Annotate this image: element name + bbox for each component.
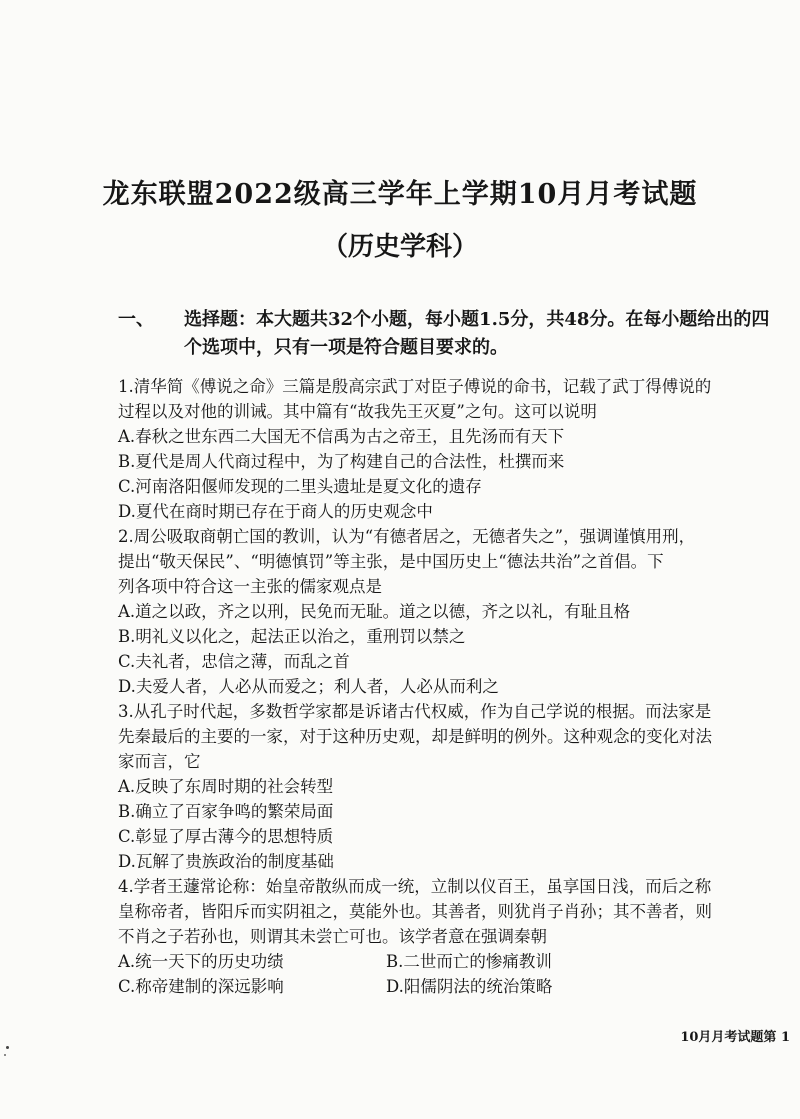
- section-number: 一、: [118, 309, 154, 330]
- question-stem-line: 提出“敬天保民”、“明德慎罚”等主张，是中国历史上“德法共治”之首倡。下: [118, 552, 664, 571]
- section-heading: [118, 306, 798, 362]
- option-a: A.春秋之世东西二大国无不信禹为古之帝王，且先汤而有天下: [118, 427, 565, 446]
- question-2: [118, 524, 790, 699]
- option-a: A.反映了东周时期的社会转型: [118, 777, 334, 796]
- option-c: C.彰显了厚古薄今的思想特质: [118, 827, 334, 846]
- question-stem-line: 3.从孔子时代起，多数哲学家都是诉诸古代权威，作为自己学说的根据。而法家是: [118, 702, 712, 721]
- option-c: C.称帝建制的深远影响: [118, 977, 284, 996]
- question-stem-line: 2.周公吸取商朝亡国的教训，认为“有德者居之，无德者失之”，强调谨慎用刑，: [118, 527, 696, 546]
- option-c: C.夫礼者，忠信之薄，而乱之首: [118, 652, 350, 671]
- question-stem-line: 1.清华简《傅说之命》三篇是殷高宗武丁对臣子傅说的命书，记载了武丁得傅说的: [118, 377, 712, 396]
- scan-speck: [4, 1054, 6, 1056]
- question-stem-line: 皇称帝者，皆阳斥而实阴祖之，莫能外也。其善者，则犹肖子肖孙；其不善者，则: [118, 902, 712, 921]
- option-a: A.统一天下的历史功绩: [118, 952, 284, 971]
- option-a: A.道之以政，齐之以刑，民免而无耻。道之以德，齐之以礼，有耻且格: [118, 602, 631, 621]
- scan-speck: [6, 1046, 9, 1049]
- option-d: D.瓦解了贵族政治的制度基础: [118, 852, 334, 871]
- page-footer: 10月月考试题第 1: [680, 1030, 790, 1045]
- exam-subject: （历史学科）: [321, 232, 478, 262]
- question-list: [118, 374, 790, 999]
- option-row: [118, 949, 790, 974]
- option-d: D.夫爱人者，人必从而爱之；利人者，人必从而利之: [118, 677, 499, 696]
- question-stem-line: 不肖之子若孙也，则谓其未尝亡可也。该学者意在强调秦朝: [118, 927, 547, 946]
- option-d: D.夏代在商时期已存在于商人的历史观念中: [118, 502, 433, 521]
- question-1: [118, 374, 790, 524]
- question-stem-line: 过程以及对他的训诫。其中篇有“故我先王灭夏”之句。这可以说明: [118, 402, 597, 421]
- option-b: B.确立了百家争鸣的繁荣局面: [118, 802, 334, 821]
- option-b: B.夏代是周人代商过程中，为了构建自己的合法性，杜撰而来: [118, 452, 565, 471]
- section-instructions-line1: 选择题：本大题共32个小题，每小题1.5分，共48分。在每小题给出的四: [184, 309, 770, 330]
- option-row: [118, 974, 790, 999]
- question-stem-line: 列各项中符合这一主张的儒家观点是: [118, 577, 382, 596]
- option-b: B.二世而亡的惨痛教训: [386, 952, 552, 971]
- question-4: [118, 874, 790, 999]
- exam-title: 龙东联盟2022级高三学年上学期10月月考试题: [102, 179, 698, 210]
- question-3: [118, 699, 790, 874]
- section-instructions-line2: 个选项中，只有一项是符合题目要求的。: [184, 337, 508, 358]
- question-stem-line: 4.学者王蘧常论称：始皇帝散纵而成一统，立制以仪百王，虽享国日浅，而后之称: [118, 877, 712, 896]
- option-d: D.阳儒阴法的统治策略: [386, 977, 553, 996]
- option-c: C.河南洛阳偃师发现的二里头遗址是夏文化的遗存: [118, 477, 482, 496]
- question-stem-line: 家而言，它: [118, 752, 201, 771]
- question-stem-line: 先秦最后的主要的一家，对于这种历史观，却是鲜明的例外。这种观念的变化对法: [118, 727, 712, 746]
- option-b: B.明礼义以化之，起法正以治之，重刑罚以禁之: [118, 627, 466, 646]
